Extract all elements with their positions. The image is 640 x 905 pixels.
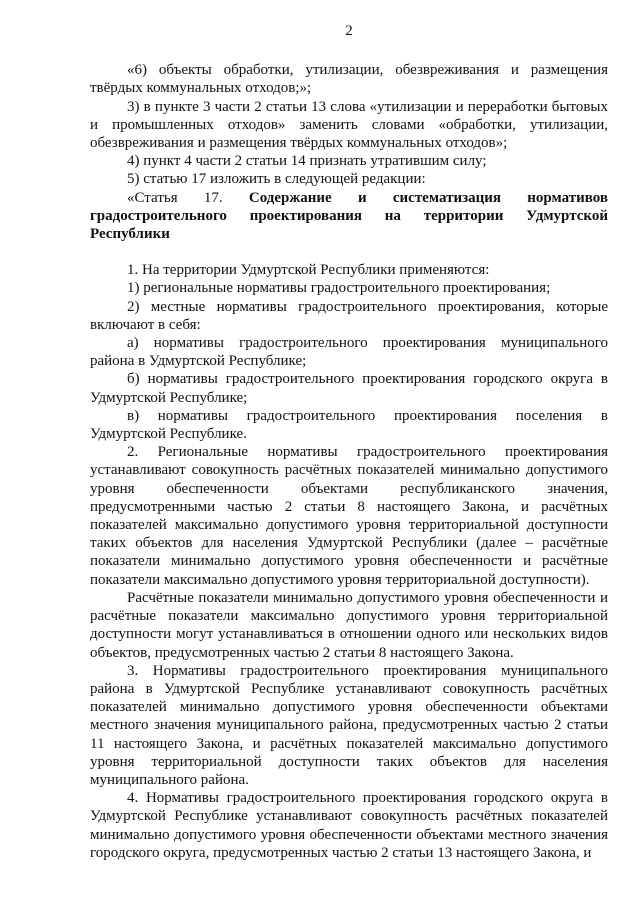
- body-paragraph-4: 4. Нормативы градостроительного проектирования городского округа в Удмуртской Республике устанавливают совокупность расчётных показателей минимально допустимого уровня обеспеченности объектами местного значения городского округа, предусмотренных частью 2 статьи 13 настоящего Закона, и: [90, 790, 608, 861]
- body-paragraph-1: 1. На территории Удмуртской Республики применяются:: [127, 262, 490, 279]
- paragraph-amendment-4: 4) пункт 4 части 2 статьи 14 признать утратившим силу;: [127, 153, 487, 170]
- body-paragraph-1-1: 1) региональные нормативы градостроительного проектирования;: [127, 280, 551, 297]
- article-title: Содержание и систематизация нормативов градостроительного проектирования на территории Удмуртской Республики: [90, 189, 608, 243]
- article-lead: «Статья 17.: [127, 189, 223, 206]
- body-paragraph-1-2-a: а) нормативы градостроительного проектирования муниципального района в Удмуртской Республике;: [90, 335, 608, 370]
- page-number: 2: [345, 23, 353, 39]
- body-paragraph-2-continued: Расчётные показатели минимально допустимого уровня обеспеченности и расчётные показатели максимально допустимого уровня территориальной доступности могут устанавливаться в отношении одного или нескольких видов объектов, предусмотренных частью 2 статьи 8 настоящего Закона.: [90, 589, 608, 661]
- paragraph-item-6: «6) объекты обработки, утилизации, обезвреживания и размещения твёрдых коммунальных отходов;»;: [90, 62, 608, 97]
- body-paragraph-1-2-v: в) нормативы градостроительного проектирования поселения в Удмуртской Республике.: [90, 407, 608, 443]
- paragraph-amendment-5: 5) статью 17 изложить в следующей редакции:: [127, 171, 426, 188]
- paragraph-amendment-3: 3) в пункте 3 части 2 статьи 13 слова «утилизации и переработки бытовых и промышленных отходов» заменить словами «обработки, утилизации, обезвреживания и размещения твёрдых коммунальных отходов»;: [90, 98, 608, 152]
- body-paragraph-1-2-b: б) нормативы градостроительного проектирования городского округа в Удмуртской Республике;: [90, 371, 608, 406]
- document-page: [90, 22, 608, 862]
- body-paragraph-1-2: 2) местные нормативы градостроительного проектирования, которые включают в себя:: [90, 298, 608, 333]
- article-heading: [90, 189, 608, 244]
- body-paragraph-3: 3. Нормативы градостроительного проектирования муниципального района в Удмуртской Республике устанавливают совокупность расчётных показателей минимально допустимого уровня обеспеченности объектами местного значения муниципального района, предусмотренных частью 2 статьи 11 настоящего Закона, и расчётных показателей максимально допустимого уровня территориальной доступности таких объектов для населения муниципального района.: [90, 662, 608, 788]
- body-paragraph-2: 2. Региональные нормативы градостроительного проектирования устанавливают совокупность расчётных показателей минимально допустимого уровня обеспеченности объектами республиканского значения, предусмотренными частью 2 статьи 8 настоящего Закона, и расчётных показателей максимально допустимого уровня территориальной доступности таких объектов для населения Удмуртской Республики (далее – расчётные показатели минимально допустимого уровня обеспеченности и расчётные показатели максимально допустимого уровня территориальной доступности).: [90, 444, 608, 588]
